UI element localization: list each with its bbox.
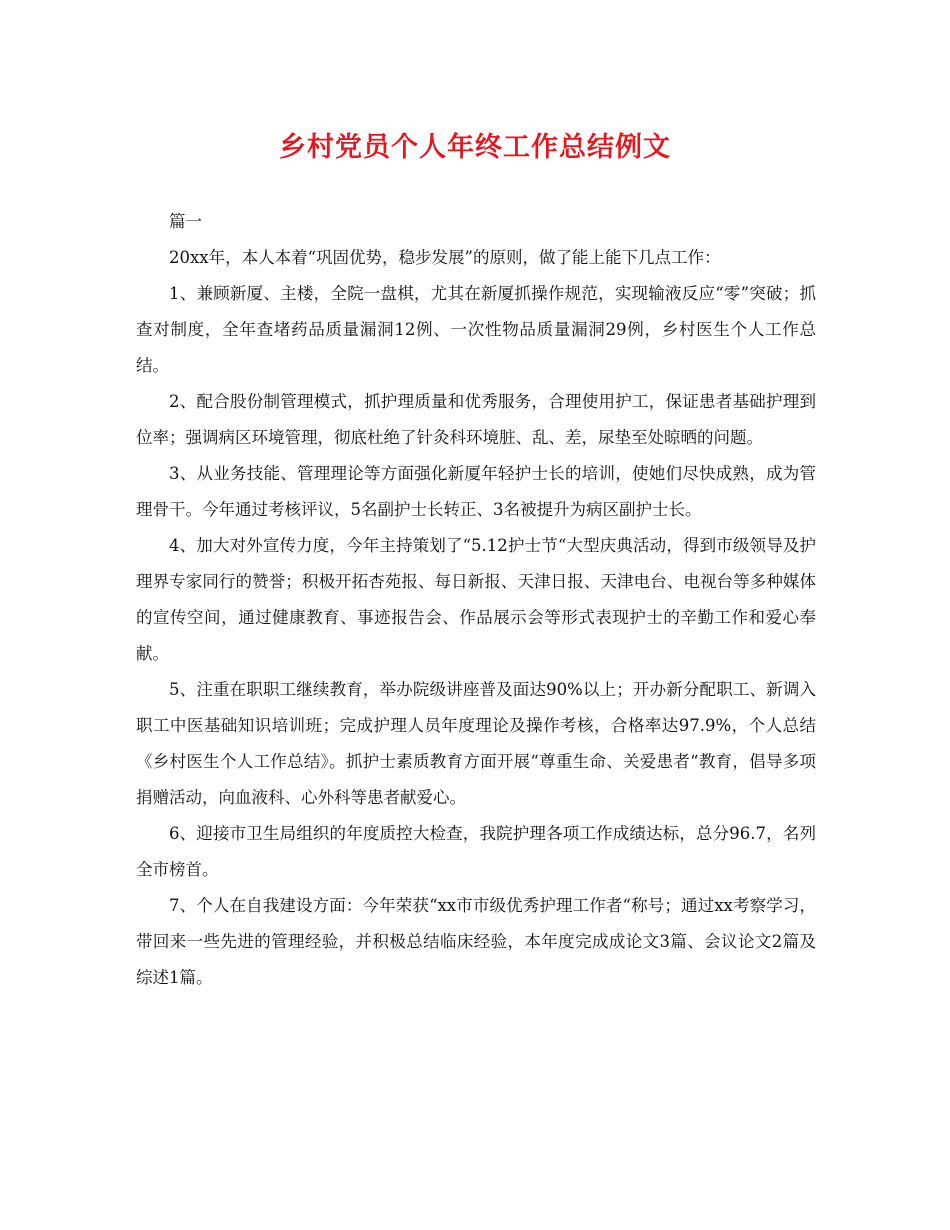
section-heading: 篇一 bbox=[169, 212, 202, 231]
paragraph-item-3: 3、从业务技能、管理理论等方面强化新厦年轻护士长的培训，使她们尽快成熟，成为管理骨干。今年通过考核评议，5名副护士长转正、3名被提升为病区副护士长。 bbox=[136, 464, 816, 519]
paragraph-item-4: 4、加大对外宣传力度，今年主持策划了“5.12护士节“大型庆典活动，得到市级领导及护理界专家同行的赞誉；积极开拓杏苑报、每日新报、天津日报、天津电台、电视台等多种媒体的宣传空间，通过健康教育、事迹报告会、作品展示会等形式表现护士的辛勤工作和爱心奉献。 bbox=[136, 536, 816, 663]
paragraph-item-7: 7、个人在自我建设方面：今年荣获“xx市市级优秀护理工作者“称号；通过xx考察学习，带回来一些先进的管理经验，并积极总结临床经验，本年度完成成论文3篇、会议论文2篇及综述1篇。 bbox=[136, 896, 816, 987]
paragraph-intro: 20xx年，本人本着“巩固优势，稳步发展”的原则，做了能上能下几点工作： bbox=[169, 248, 721, 267]
paragraph-item-1: 1、兼顾新厦、主楼，全院一盘棋，尤其在新厦抓操作规范，实现输液反应“零”突破；抓查对制度，全年查堵药品质量漏洞12例、一次性物品质量漏洞29例，乡村医生个人工作总结。 bbox=[136, 284, 816, 375]
document-title: 乡村党员个人年终工作总结例文 bbox=[279, 132, 671, 163]
paragraph-item-5: 5、注重在职职工继续教育，举办院级讲座普及面达90%以上；开办新分配职工、新调入职工中医基础知识培训班；完成护理人员年度理论及操作考核，合格率达97.9%，个人总结《乡村医生个人工作总结》。抓护士素质教育方面开展“尊重生命、关爱患者“教育，倡导多项捐赠活动，向血液科、心外科等患者献爱心。 bbox=[136, 680, 816, 807]
paragraph-item-2: 2、配合股份制管理模式，抓护理质量和优秀服务，合理使用护工，保证患者基础护理到位率；强调病区环境管理，彻底杜绝了针灸科环境脏、乱、差，尿垫至处晾晒的问题。 bbox=[136, 392, 816, 447]
document-body bbox=[136, 204, 816, 996]
paragraph-item-6: 6、迎接市卫生局组织的年度质控大检查，我院护理各项工作成绩达标，总分96.7，名列全市榜首。 bbox=[136, 824, 816, 879]
